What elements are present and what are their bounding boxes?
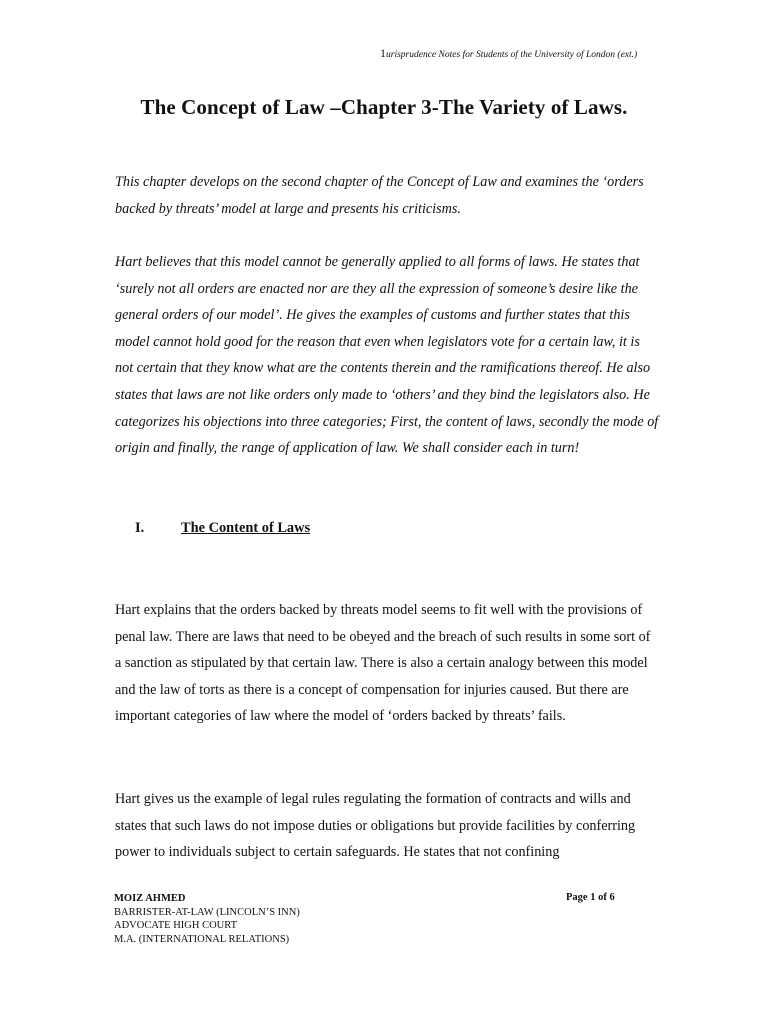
footer-credential: ADVOCATE HIGH COURT (114, 920, 238, 931)
footer-credential: BARRISTER-AT-LAW (LINCOLN’S INN) (114, 906, 300, 918)
section-title: The Content of Laws (181, 520, 311, 536)
header-text: urisprudence Notes for Students of the University of London (ext.) (386, 50, 638, 60)
content-paragraph: Hart explains that the orders backed by threats model seems to fit well with the provisions of penal law. There are laws that need to be obeyed and the breach of such results in some sort of a sanction as stipulated by that certain law. There is also a certain analogy between this model and the law of torts as there is a concept of compensation for injuries caused. But there are important categories of law where the model of ‘orders backed by threats’ fails. (115, 602, 651, 725)
document-title: The Concept of Law –Chapter 3-The Variety of Laws. (140, 95, 628, 119)
running-header (380, 46, 670, 61)
footer-author-block (114, 892, 300, 946)
content-paragraph: Hart gives us the example of legal rules regulating the formation of contracts and wills and states that such laws do not impose duties or obligations but provide facilities by conferring power to individuals subject to certain safeguards. He states that not confining (115, 791, 636, 861)
intro-paragraph: This chapter develops on the second chapter of the Concept of Law and examines the ‘orders backed by threats’ model at large and presents his criticisms. (115, 174, 644, 217)
footer-author-name: MOIZ AHMED (114, 893, 186, 904)
section-number: I. (135, 520, 145, 536)
header-mark: 1 (380, 46, 386, 60)
hart-paragraph: Hart believes that this model cannot be generally applied to all forms of laws. He states that ‘surely not all orders are enacted nor are they all the expression of someone’s desire like the general orders of our model’. He gives the examples of customs and further states that this model cannot hold good for the reason that even when legislators vote for a certain law, it is not certain that they know what are the contents therein and the ramifications thereof. He also states that laws are not like orders only made to ‘others’ and they bind the legislators also. He categorizes his objections into three categories; First, the content of laws, secondly the mode of origin and finally, the range of application of law. We shall consider each in turn! (115, 254, 659, 457)
section-heading (135, 520, 310, 537)
page-number: Page 1 of 6 (566, 892, 615, 903)
footer-credential: M.A. (INTERNATIONAL RELATIONS) (114, 933, 290, 945)
